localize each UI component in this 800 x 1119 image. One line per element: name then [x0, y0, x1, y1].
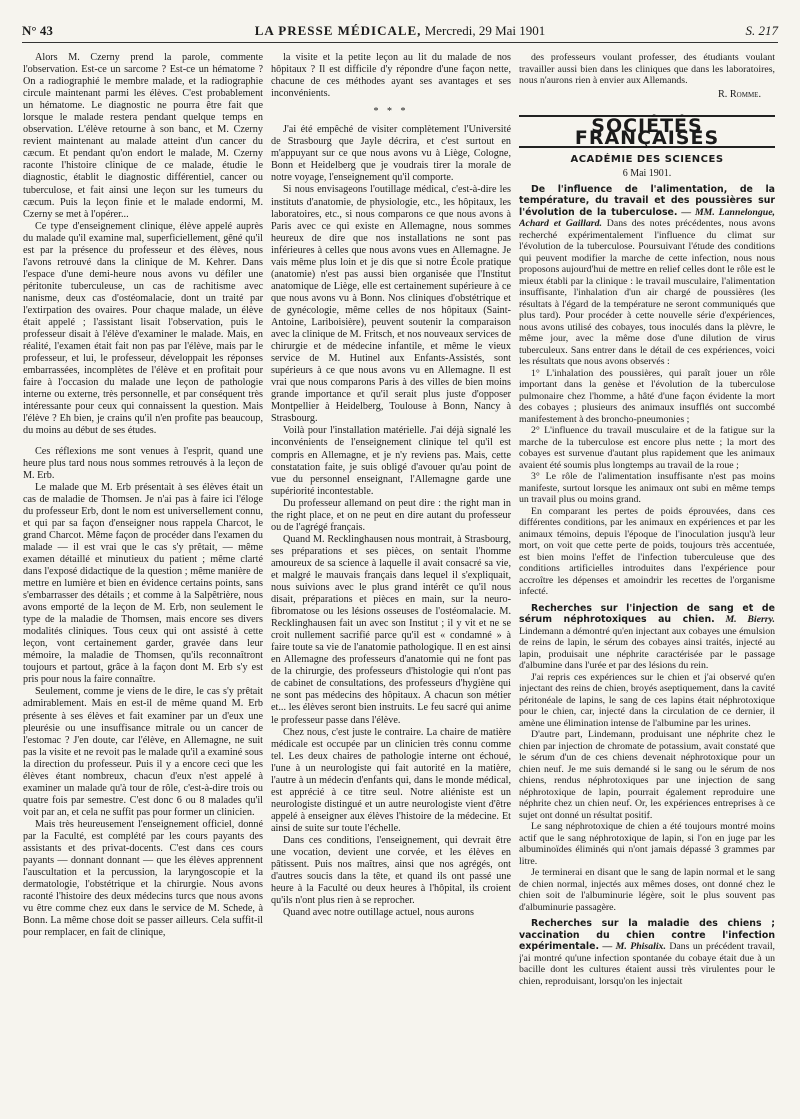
paragraph: Chez nous, c'est juste le contraire. La chaire de matière médicale est occupée par un clinicien très connu comme tel. Les deux chaires de pathologie interne ont échoué, l'une à un neurologiste qui fait autorité en la matière, l'autre à un médecin d'enfants qui, dans le monde médical, est apprécié à ce titre seul. Notre aliéniste est un neurologiste distingué et un autre neurologiste vient d'être appelé à enseigner aux élèves l'histoire de la médecine. Et ainsi de suite sur toute l'échelle.	[271, 726, 511, 834]
column-2	[271, 52, 511, 1112]
session-date: 6 Mai 1901.	[622, 167, 672, 179]
paragraph: Dans un précédent travail, j'ai montré qu'une infection spontanée du cobaye était due à un bacille dont les cultures étaient aussi très virulentes pour le chien, reproduisant, lorsqu'on les injectait	[519, 941, 775, 987]
paragraph: Le malade que M. Erb présentait à ses élèves était un cas de maladie de Thomsen. Je n'ai pas à faire ici l'éloge du professeur Erb, dont le nom est universellement connu, et qui par sa façon d'enseigner nous rappela Charcot, le grand Charcot. Même façon de procéder dans l'examen du malade — il est vrai que le cas s'y prêtait, — même examen détaillé et minutieux du patient ; même clarté dans l'exposé didactique de la question ; même manière de mettre en lumière et bien en évidence certains points, sans s'embarrasser des détails ; et comme à la Salpêtrière, nous avons emporté de la leçon de M. Erb, non seulement le type de la maladie de Thomsen, mais encore ses divers modalités cliniques. Tous ceux qui ont assisté à cette leçon, vont certainement garder, gravée dans leur mémoire, la maladie de Thomsen, qu'ils reconnaîtront toujours et partout, grâce à la façon dont M. Erb s'y est pris pour nous la faire connaître.	[23, 481, 263, 686]
paragraph: 3° Le rôle de l'alimentation insuffisante n'est pas moins manifeste, surtout lorsque les animaux ont subi en même temps un travail plus ou moins grand.	[519, 471, 775, 506]
journal-title-line	[22, 22, 778, 40]
paragraph: Je terminerai en disant que le sang de lapin normal et le sang de chien normal, injectés aux mêmes doses, ont donné chez le chien soit de l'albuminurie légère, soit le plus souvent pas d'albuminurie passagère.	[519, 867, 775, 913]
issue-number: N° 43	[22, 23, 53, 38]
article-title: De l'influence de l'alimentation, de la température, du travail et des poussières sur l'évolution de la tuberculose.	[519, 183, 775, 218]
article-heading	[519, 603, 775, 672]
paragraph: Dans des notes précédentes, nous avons recherché expérimentalement l'influence du climat sur l'évolution de la tuberculose. Poursuivant l'étude des conditions qui peuvent modifier la marche de cette infection, nous nous proposons aujourd'hui de mettre en relief celles dont le rôle est le mieux établi par la clinique : le travail musculaire, l'alimentation insuffisante, l'inhalation d'un air chargé de poussières (les résultats à l'égard de la température ne seront communiqués que plus tard). Pour procéder à cette nouvelle série d'expériences, nous avons utilisé des cobayes, tous inoculés dans la plèvre, le même jour, avec la même dose d'une dilution de virus tuberculeux. Sans entrer dans le détail de ces expériences, voici les résultats que nous avons observés :	[519, 218, 775, 368]
article-title: Recherches sur la maladie des chiens ; vaccination du chien contre l'infection expérimentale.	[519, 918, 775, 953]
paragraph: Voilà pour l'installation matérielle. J'ai déjà signalé les inconvénients de l'enseignement clinique tel qu'il est compris en Allemagne, et je n'y reviens pas. Mais, cette constatation faite, je suis obligé d'avouer qu'au point de vue du personnel enseignant, l'Allemagne garde une supériorité incontestable.	[271, 425, 511, 497]
paragraph: Mais très heureusement l'enseignement officiel, donné par la Faculté, est complété par les cours payants des assistants et des privat-docents. C'est dans ces cours payants — donnant donnant — que les élèves apprennent l'auscultation et la percussion, la laryngoscopie et la dermatologie, l'obstétrique et la chirurgie. Nous avons raconté l'histoire des deux médecins turcs que nous avons vu être comme chez eux dans le service de M. Schede, à Bonn. La même chose doit se passer ailleurs. Cela suffit-il pour remplacer, en fait de clinique,	[23, 818, 263, 939]
article-heading	[519, 918, 775, 987]
paragraph: Le sang néphrotoxique de chien a été toujours montré moins actif que le sang néphrotoxique de lapin, si l'on en juge par les albuminoïdes éliminés qui n'ont jamais dépassé 3 grammes par litre.	[519, 821, 775, 867]
paragraph: Quand M. Recklinghausen nous montrait, à Strasbourg, ses préparations et ses pièces, on sentait l'homme amoureux de sa science à laquelle il avait consacré sa vie, et malgré le mauvais français dans lequel il s'expliquait, nous suivions avec le plus grand intérêt ce qu'il nous disait, préparations et pièces en main, sur la neuro-fibromatose ou les lésions osseuses de l'ostéomalacie. M. Recklinghausen fait un avec son Institut ; il y vit et ne se croit nullement sacrifié parce qu'il est « condamné » à faire toute sa vie de l'anatomie pathologique. Il en est ainsi en Allemagne des professeurs d'anatomie qui ne font pas de la chirurgie, des professeurs d'histologie qui n'ont pas de cabinet de consultations, des professeurs d'hygiène qui ne sont pas médecins des hôpitaux. A chacun son métier et... les élèves seront bien instruits. Le feu sacré qui anime le professeur passe dans l'élève.	[271, 533, 511, 726]
paragraph: Quand avec notre outillage actuel, nous aurons	[283, 907, 474, 919]
article-authors: M. Bierry.	[725, 614, 775, 626]
paragraph: 1° L'inhalation des poussières, qui paraît jouer un rôle important dans la genèse et l'évolution de la tuberculose pulmonaire chez l'homme, a hâté d'une façon évidente la mort des cobayes ; plusieurs des animaux insufflés ont succombé manifestement à des broncho-pneumonies ;	[519, 367, 775, 425]
paragraph: Lindemann a démontré qu'en injectant aux cobayes une émulsion de reins de lapin, le sérum des cobayes ainsi traités, injecté au lapin, produisait une néphrite caractérisée par le passage d'albumine dans l'urée et par des lésions du rein.	[519, 625, 775, 672]
paragraph: Ce type d'enseignement clinique, élève appelé auprès du malade qu'il examine mal, superficiellement, gêné qu'il est par la présence du professeur et des élèves, nous l'avons retrouvé dans la clinique de M. Kehrer. Dans l'espace d'une demi-heure nous avons vu défiler une péritonite tuberculeuse, un cas de rachitisme avec nanisme, deux cas d'ostéomalacie, dont un traité par l'extirpation des ovaires. Pour chaque malade, un élève était appelé ; l'assistant lisait l'observation, puis le professeur disait à l'élève d'examiner le malade. Mais, en réalité, l'examen était fait non pas par l'élève, mais par le professeur, et lui, le professeur, développait les réponses embarrassées, incomplètes de l'élève et en profitait pour faire à l'occasion du malade une leçon de pathologie interne ou externe, très personnelle, et par conséquent très intéressante pour ceux qui connaissent la question. Mais l'élève ? Eh bien, je crains qu'il n'en profite pas beaucoup, du moins au début de ses études.	[23, 220, 263, 437]
paragraph: Ces réflexions me sont venues à l'esprit, quand une heure plus tard nous nous sommes retrouvés à la leçon de M. Erb.	[23, 445, 263, 481]
society-name: ACADÉMIE DES SCIENCES	[570, 153, 724, 165]
article-title: Recherches sur l'injection de sang et de sérum néphrotoxiques au chien.	[519, 602, 775, 626]
column-3	[519, 52, 775, 1112]
issue-date: Mercredi, 29 Mai 1901	[424, 23, 546, 38]
page-header	[22, 22, 778, 43]
author-signature: R. Romme.	[717, 88, 761, 100]
section-title: SOCIÉTÉS FRANÇAISES	[519, 115, 775, 148]
journal-name: LA PRESSE MÉDICALE,	[254, 23, 422, 38]
page-number: S. 217	[745, 23, 778, 38]
column-1	[23, 52, 263, 1112]
article-authors: — M. Phisalix.	[602, 941, 666, 953]
paragraph: Dans ces conditions, l'enseignement, qui devrait être une vocation, devient une corvée, et les élèves en pâtissent. Puis nos maîtres, ainsi que nos agrégés, ont d'autres soucis dans la tête, et quand ils ont passé une heure à la Faculté ou deux heures à l'hôpital, ils croient qu'ils n'ont plus rien à se reprocher.	[271, 835, 511, 907]
article-heading	[519, 184, 775, 368]
paragraph: Du professeur allemand on peut dire : the right man in the right place, et on ne peut en dire autant du professeur ou de l'agrégé français.	[271, 497, 511, 533]
paragraph: J'ai repris ces expériences sur le chien et j'ai observé qu'en injectant des reins de chien, broyés aseptiquement, dans la cavité péritonéale de lapins, le sang de ces lapins était néphrotoxique pour le chien, car, injecté dans la circulation de ce dernier, il amène une élimination intense de l'albumine par les urines.	[519, 671, 775, 729]
section-separator: * * *	[373, 106, 409, 118]
paragraph: 2° L'influence du travail musculaire et de la fatigue sur la marche de la tuberculose est encore plus nette ; la mort des cobayes est survenue d'autant plus rapidement que les animaux avaient été soumis plus longtemps au travail de la roue ;	[519, 425, 775, 471]
paragraph: Alors M. Czerny prend la parole, commente l'observation. Est-ce un sarcome ? Est-ce un hématome ? On a radiographié le membre malade, et la radiographie circule maintenant parmi les élèves. C'est probablement un hématome. Le diagnostic ne pourra être fait que lorsque le malade restera pendant quelque temps en observation. L'élève retourne à son banc, et M. Czerny revient maintenant au malade atteint d'un cancer du cæcum. Et pendant qu'on endort le malade, M. Czerny raconte l'histoire clinique de ce malade, étudie le diagnostic, établit le diagnostic différentiel, cancer ou tuberculose, et fait ainsi une leçon sur les tumeurs du cæcum. Puis la leçon finie et le malade endormi, M. Czerny se met à l'opérer...	[23, 52, 263, 220]
paragraph: des professeurs voulant professer, des étudiants voulant travailler aussi bien dans les cliniques que dans les laboratoires, nous n'aurons rien à envier aux Allemands.	[519, 52, 775, 86]
paragraph: En comparant les pertes de poids éprouvées, dans ces différentes conditions, par les animaux en expériences et par les animaux témoins, depuis l'époque de l'inoculation jusqu'à leur mort, on voit que cette perte de poids, toujours très accentuée, est bien moins l'effet de l'infection tuberculeuse que des conditions artificielles introduites dans l'expérience pour accroître les dépenses et amoindrir les recettes de l'organisme infecté.	[519, 505, 775, 598]
paragraph: D'autre part, Lindemann, produisant une néphrite chez le chien par injection de chromate de potassium, avait constaté que le sérum d'un de ces chiens devenait néphrotoxique pour un chien neuf. Je me suis demandé si le sang ou le sérum de nos chiens, rendus néphrotoxiques par une injection de sang néphrotoxique de lapin, pourrait également reproduire une néphrite chez un chien neuf. Or, les expériences entreprises à ce sujet ont donné un résultat positif.	[519, 729, 775, 821]
paragraph: J'ai été empêché de visiter complètement l'Université de Strasbourg que Jayle décrira, et c'est surtout en m'appuyant sur ce que nous avons vu à Liège, Cologne, Bonn et Heidelberg que je voudrais tirer la morale de notre voyage, l'enseignement qu'il comporte.	[271, 124, 511, 184]
article-authors: — MM. Lannelongue, Achard et Gaillard.	[519, 206, 775, 230]
paragraph: Seulement, comme je viens de le dire, le cas s'y prêtait admirablement. Mais en est-il de même quand M. Erb présente à ses élèves et fait examiner par un d'eux une pleurésie ou une insuffisance mitrale ou un cancer de l'estomac ? J'en doute, car l'élève, en Allemagne, ne suit pas la visite et ne revoit pas le malade qu'il a examiné sous la direction du professeur. Puis il y a encore ceci que les élèves étant nombreux, chacun d'eux n'est appelé à examiner un malade qu'à tour de rôle, c'est-à-dire trois ou quatre fois par semestre. C'est donc 6 ou 8 malades qu'il voit par an, et cela ne suffit pas pour former un clinicien.	[23, 686, 263, 818]
paragraph: Si nous envisageons l'outillage médical, c'est-à-dire les instituts d'anatomie, de physiologie, etc., les hôpitaux, les laboratoires, etc., si nous comparons ce que nous avons à Paris avec ce qui existe en Allemagne, nous sommes heureux de dire que nos installations ne sont pas inférieures à celles que nous avons vues en Allemagne. Je vais même plus loin et je dis que si notre École pratique (anatomie) n'est pas aussi bien organisée que l'Institut anatomique de Liège, elle est certainement supérieure à ce que nous avons vu à Bonn. Nos cliniques d'obstétrique et de gynécologie, même celles de nos hôpitaux (Saint-Antoine, Lariboisière), peuvent soutenir la comparaison avec la clinique de M. Fritsch, et nos nouveaux services de chirurgie et de médecine infantile, et même le vieux service de M. Hutinel aux Enfants-Assistés, sont supérieurs à ce que nous avons vu en Allemagne. Il est vrai que nous comparons Paris à des villes de bien moins grande importance et qu'il serait plus juste d'opposer Montpellier à Heidelberg, Toulouse à Bonn, Nancy à Strasbourg.	[271, 184, 511, 425]
paragraph: la visite et la petite leçon au lit du malade de nos hôpitaux ? Il est difficile d'y répondre d'une façon nette, chacune de ces méthodes ayant ses avantages et ses inconvénients.	[271, 52, 511, 100]
